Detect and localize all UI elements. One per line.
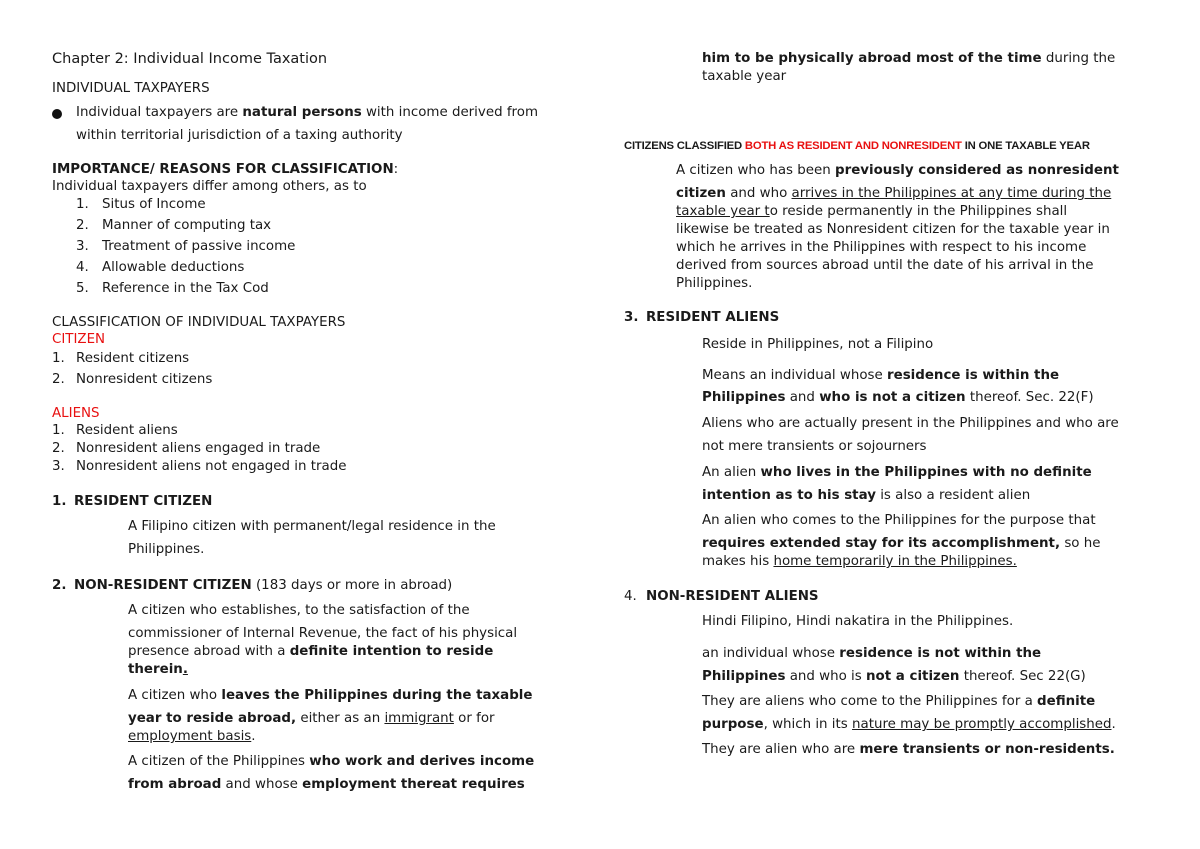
nra-def2-line1 <box>702 646 1041 661</box>
text: and who <box>725 186 792 201</box>
text: , which in its <box>763 717 853 732</box>
text-red: BOTH AS RESIDENT AND NONRESIDENT <box>744 140 962 152</box>
chapter-title: Chapter 2: Individual Income Taxation <box>52 51 328 67</box>
list-item <box>76 281 269 296</box>
both-def-line2 <box>676 186 1111 201</box>
text-bold: Philippines <box>702 390 786 405</box>
continuation-line2: taxable year <box>702 69 787 84</box>
nonresident-aliens-heading <box>624 589 819 604</box>
both-def-line1 <box>676 163 1119 178</box>
text: A citizen who has been <box>676 163 836 178</box>
text: and who is <box>785 669 867 684</box>
list-item-text: Allowable deductions <box>102 260 245 275</box>
bullet-line-2: within territorial jurisdiction of a taxing authority <box>76 128 403 143</box>
nonresident-citizen-heading <box>52 578 452 593</box>
text-bold: definite intention to reside <box>289 644 494 659</box>
resident-citizen-def-line1: A Filipino citizen with permanent/legal residence in the <box>128 519 496 534</box>
list-item-number: 2. <box>52 372 65 387</box>
list-item <box>52 459 346 474</box>
text-bold: previously considered as nonresident <box>835 163 1119 178</box>
colon: : <box>393 162 399 177</box>
list-item-text: Nonresident aliens engaged in trade <box>76 441 321 456</box>
text: presence abroad with a <box>128 644 290 659</box>
text: thereof. Sec. 22(F) <box>965 390 1094 405</box>
text: an individual whose <box>702 646 840 661</box>
text-bold: leaves the Philippines during the taxable <box>221 688 533 703</box>
text: IN ONE TAXABLE YEAR <box>961 140 1090 152</box>
text: . <box>1111 717 1116 732</box>
text-bold: who work and derives income <box>309 754 535 769</box>
citizen-label: CITIZEN <box>52 332 106 347</box>
ra-def2-line1 <box>702 368 1059 383</box>
text: They are aliens who come to the Philippines for a <box>702 694 1038 709</box>
list-item-text: Resident aliens <box>76 423 178 438</box>
text-bold: definite <box>1037 694 1096 709</box>
text: They are alien who are <box>702 742 860 757</box>
both-def-line4: likewise be treated as Nonresident citizen for the taxable year in <box>676 222 1110 237</box>
list-item <box>52 351 189 366</box>
nrc-def1-line2: commissioner of Internal Revenue, the fact of his physical <box>128 626 518 641</box>
bullet-icon <box>52 109 62 119</box>
text-bold: who is not a citizen <box>819 390 966 405</box>
nra-def3-line2 <box>702 717 1116 732</box>
text: A citizen of the Philippines <box>128 754 310 769</box>
heading-text: NON-RESIDENT ALIENS <box>646 589 819 604</box>
text-bold: Philippines <box>702 669 786 684</box>
ra-def2-line2 <box>702 390 1094 405</box>
list-item-number: 2. <box>52 441 65 456</box>
heading-text: RESIDENT ALIENS <box>646 310 780 325</box>
text: either as an <box>296 711 385 726</box>
heading-text: NON-RESIDENT CITIZEN <box>74 578 252 593</box>
text-bold: residence is within the <box>887 368 1060 383</box>
heading-text: RESIDENT CITIZEN <box>74 494 213 509</box>
ra-def5-line2 <box>702 536 1100 551</box>
text-bold: employment thereat requires <box>302 777 525 792</box>
ra-def5-line1: An alien who comes to the Philippines for the purpose that <box>702 513 1096 528</box>
nra-def2-line2 <box>702 669 1086 684</box>
both-def-line3 <box>676 204 1067 219</box>
text-underline: employment basis <box>128 729 252 744</box>
text-bold: year to reside abroad, <box>128 711 297 726</box>
heading-number: 1. <box>52 494 67 509</box>
text: makes his <box>702 554 774 569</box>
list-item-number: 1. <box>76 197 89 212</box>
list-item-text: Nonresident aliens not engaged in trade <box>76 459 347 474</box>
list-item-text: Nonresident citizens <box>76 372 213 387</box>
text: is also a resident alien <box>875 488 1031 503</box>
heading-number: 2. <box>52 578 67 593</box>
nra-def4 <box>702 742 1115 757</box>
text-bold: therein <box>128 662 183 677</box>
heading-number: 4. <box>624 589 637 604</box>
nrc-def1-line4 <box>128 662 188 677</box>
nrc-def3-line2 <box>128 777 525 792</box>
text-underline: immigrant <box>384 711 454 726</box>
list-item <box>52 441 320 456</box>
text-bold: residence is not within the <box>839 646 1042 661</box>
text-bold: who lives in the Philippines with no definite <box>760 465 1092 480</box>
importance-intro: Individual taxpayers differ among others, as to <box>52 179 367 194</box>
heading-number: 3. <box>624 310 639 325</box>
text-bold: from abroad <box>128 777 222 792</box>
list-item-number: 3. <box>52 459 65 474</box>
ra-def1: Reside in Philippines, not a Filipino <box>702 337 934 352</box>
text-bold: mere transients or non-residents. <box>859 742 1115 757</box>
text: An alien <box>702 465 761 480</box>
text-bold: purpose <box>702 717 764 732</box>
text: with income derived from <box>361 105 538 120</box>
list-item <box>76 239 295 254</box>
text-underline: home temporarily in the Philippines. <box>773 554 1017 569</box>
text-underline: nature may be promptly accomplished <box>852 717 1112 732</box>
text: Individual taxpayers are <box>76 105 243 120</box>
both-def-line7: Philippines. <box>676 276 753 291</box>
importance-heading <box>52 162 398 177</box>
text-underline: arrives in the Philippines at any time during the <box>791 186 1112 201</box>
list-item-number: 5. <box>76 281 89 296</box>
list-item-number: 3. <box>76 239 89 254</box>
nrc-def1-line1: A citizen who establishes, to the satisfaction of the <box>128 603 470 618</box>
list-item <box>76 218 271 233</box>
list-item <box>76 197 206 212</box>
individual-taxpayers-heading: INDIVIDUAL TAXPAYERS <box>52 81 210 96</box>
text: CITIZENS CLASSIFIED <box>624 140 745 152</box>
list-item <box>52 423 178 438</box>
text-bold: requires extended stay for its accomplishment, <box>702 536 1061 551</box>
list-item-number: 4. <box>76 260 89 275</box>
both-classification-heading <box>624 140 1090 152</box>
text: . <box>251 729 256 744</box>
text: and <box>785 390 820 405</box>
nrc-def2-line2 <box>128 711 495 726</box>
nrc-def2-line1 <box>128 688 532 703</box>
ra-def3-line2: not mere transients or sojourners <box>702 439 927 454</box>
text-bold: him to be physically abroad most of the time <box>702 51 1042 66</box>
heading-note: (183 days or more in abroad) <box>251 578 453 593</box>
both-def-line5: which he arrives in the Philippines with respect to his income <box>676 240 1087 255</box>
list-item-text: Resident citizens <box>76 351 190 366</box>
text-bold: citizen <box>676 186 726 201</box>
text-bold: natural persons <box>242 105 362 120</box>
list-item-text: Treatment of passive income <box>102 239 296 254</box>
ra-def5-line3 <box>702 554 1017 569</box>
classification-heading: CLASSIFICATION OF INDIVIDUAL TAXPAYERS <box>52 315 346 330</box>
list-item-text: Manner of computing tax <box>102 218 272 233</box>
nrc-def2-line3 <box>128 729 256 744</box>
resident-citizen-def-line2: Philippines. <box>128 542 205 557</box>
ra-def4-line1 <box>702 465 1092 480</box>
text: Means an individual whose <box>702 368 888 383</box>
text-bold: intention as to his stay <box>702 488 876 503</box>
both-def-line6: derived from sources abroad until the date of his arrival in the <box>676 258 1094 273</box>
aliens-label: ALIENS <box>52 406 100 421</box>
resident-aliens-heading <box>624 310 779 325</box>
list-item-text: Situs of Income <box>102 197 206 212</box>
text: during the <box>1041 51 1116 66</box>
list-item-number: 1. <box>52 351 65 366</box>
resident-citizen-heading <box>52 494 212 509</box>
text: so he <box>1060 536 1101 551</box>
list-item <box>52 372 212 387</box>
list-item-number: 1. <box>52 423 65 438</box>
nrc-def1-line3 <box>128 644 493 659</box>
text-bold: . <box>182 662 188 677</box>
text: or for <box>453 711 495 726</box>
nrc-def3-line1 <box>128 754 534 769</box>
text-bold: not a citizen <box>866 669 960 684</box>
nra-def3-line1 <box>702 694 1095 709</box>
text: and whose <box>221 777 303 792</box>
continuation-line1 <box>702 51 1115 66</box>
text: A citizen who <box>128 688 222 703</box>
text: thereof. Sec 22(G) <box>959 669 1086 684</box>
nra-def1: Hindi Filipino, Hindi nakatira in the Philippines. <box>702 614 1014 629</box>
ra-def3-line1: Aliens who are actually present in the Philippines and who are <box>702 416 1119 431</box>
text: o reside permanently in the Philippines shall <box>769 204 1068 219</box>
text-underline: taxable year t <box>676 204 770 219</box>
list-item-text: Reference in the Tax Cod <box>102 281 269 296</box>
list-item-number: 2. <box>76 218 89 233</box>
list-item <box>76 260 244 275</box>
importance-heading-text: IMPORTANCE/ REASONS FOR CLASSIFICATION <box>52 162 394 177</box>
ra-def4-line2 <box>702 488 1030 503</box>
